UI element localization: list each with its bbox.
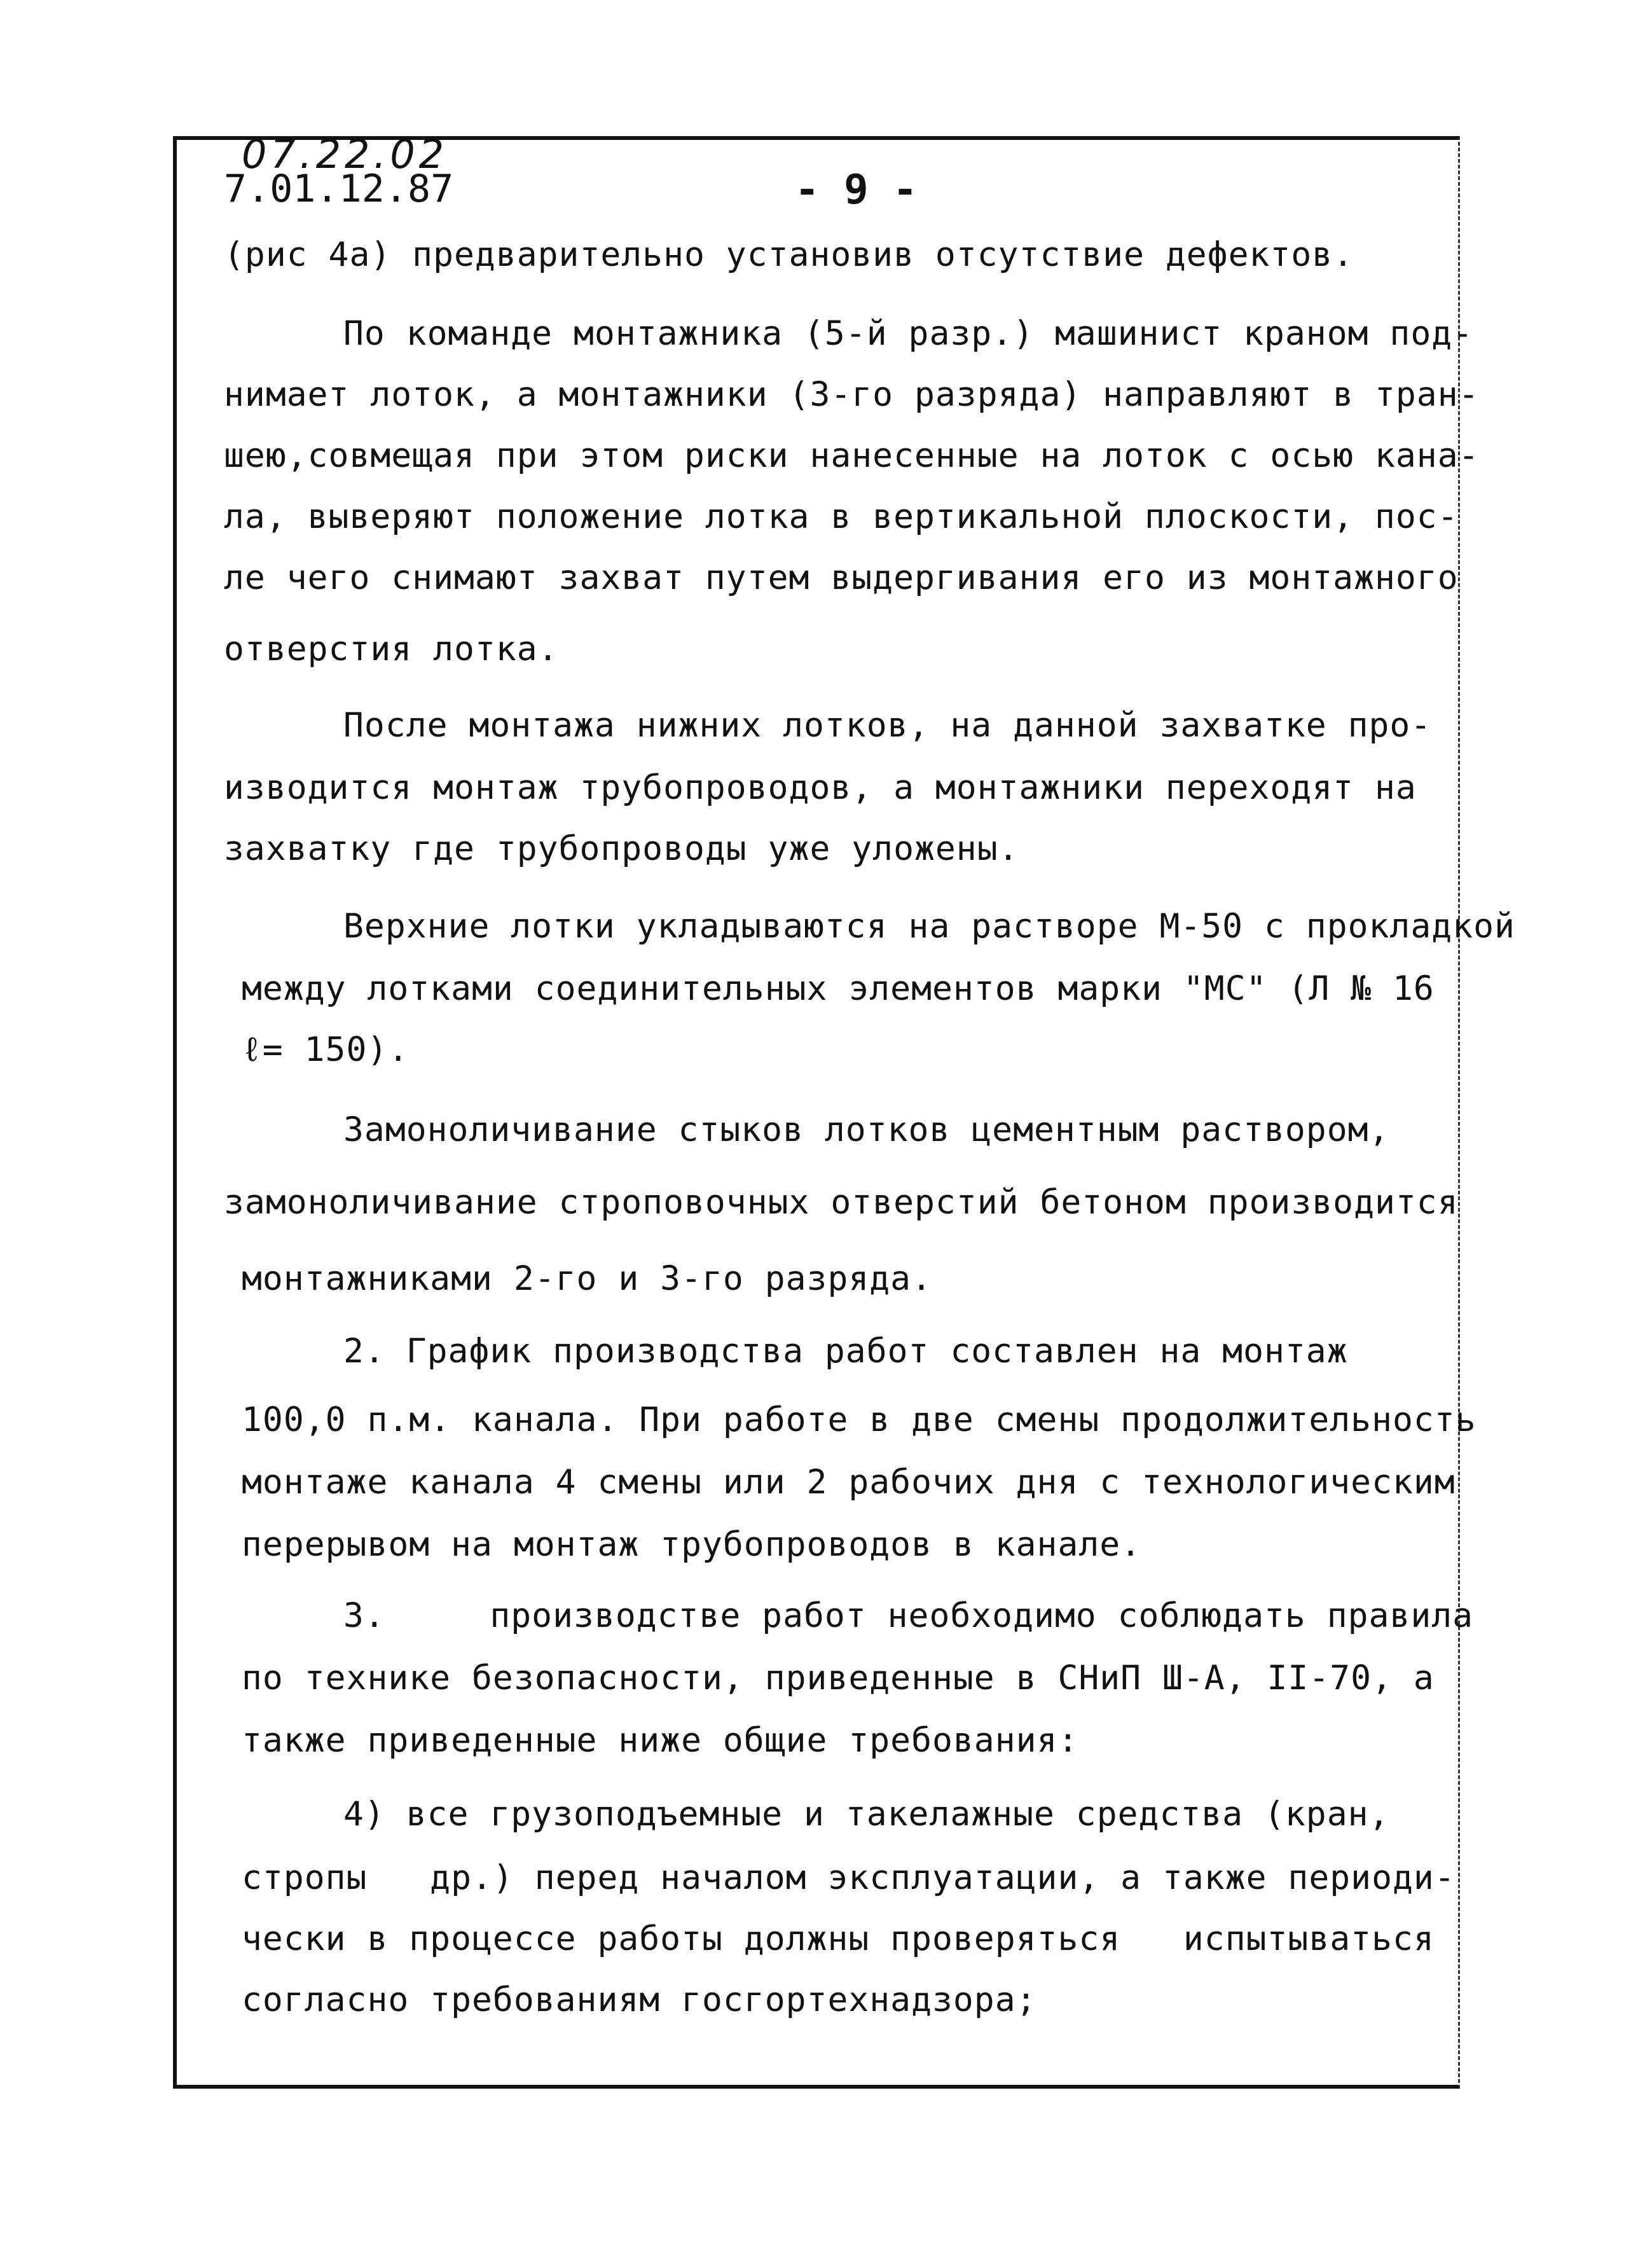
- text-line: монтаже канала 4 смены или 2 рабочих дня с технологическим: [242, 1463, 1456, 1502]
- text-line: монтажниками 2-го и 3-го разряда.: [242, 1259, 932, 1298]
- handwritten-document-code: 07.22.02: [242, 131, 448, 177]
- text-line: 100,0 п.м. канала. При работе в две смены продолжительность: [242, 1400, 1476, 1439]
- document-code: 7.01.12.87: [224, 167, 454, 211]
- page-number: - 9 -: [795, 167, 918, 214]
- text-line: Замоноличивание стыков лотков цементным раствором,: [343, 1110, 1390, 1149]
- text-line: ла, выверяют положение лотка в вертикальной плоскости, пос-: [224, 497, 1459, 536]
- text-line: шею,совмещая при этом риски нанесенные на лоток с осью кана-: [224, 436, 1480, 475]
- text-line: После монтажа нижних лотков, на данной захватке про-: [343, 706, 1432, 745]
- text-line: замоноличивание строповочных отверстий бетоном производится: [224, 1183, 1459, 1222]
- text-line: (рис 4а) предварительно установив отсутствие дефектов.: [224, 235, 1354, 274]
- text-line: ле чего снимают захват путем выдергивания его из монтажного: [224, 558, 1459, 597]
- text-line: согласно требованиям госгортехнадзора;: [242, 1981, 1037, 2019]
- text-line: отверстия лотка.: [224, 630, 559, 668]
- text-line: между лотками соединительных элементов марки "МС" (Л № 16: [242, 969, 1435, 1008]
- text-line: нимает лоток, а монтажники (3-го разряда) направляют в тран-: [224, 375, 1480, 414]
- text-line: стропы др.) перед началом эксплуатации, а также периоди-: [242, 1858, 1456, 1897]
- text-line: чески в процессе работы должны проверяться испытываться: [242, 1919, 1435, 1958]
- text-line: 4) все грузоподъемные и такелажные средства (кран,: [343, 1795, 1390, 1834]
- text-line: перерывом на монтаж трубопроводов в канале.: [242, 1525, 1142, 1564]
- text-line: захватку где трубопроводы уже уложены.: [224, 829, 1019, 868]
- text-line: 3. производстве работ необходимо соблюдать правила: [343, 1596, 1474, 1635]
- text-line: также приведенные ниже общие требования:: [242, 1721, 1079, 1760]
- text-line: по технике безопасности, приведенные в СНиП Ш-А, II-70, а: [242, 1659, 1435, 1697]
- text-line: ℓ= 150).: [242, 1030, 410, 1069]
- text-line: изводится монтаж трубопроводов, а монтажники переходят на: [224, 768, 1417, 807]
- text-line: По команде монтажника (5-й разр.) машинист краном под-: [343, 314, 1474, 353]
- text-line: 2. График производства работ составлен на монтаж: [343, 1332, 1348, 1371]
- text-line: Верхние лотки укладываются на растворе М-50 с прокладкой: [343, 907, 1515, 946]
